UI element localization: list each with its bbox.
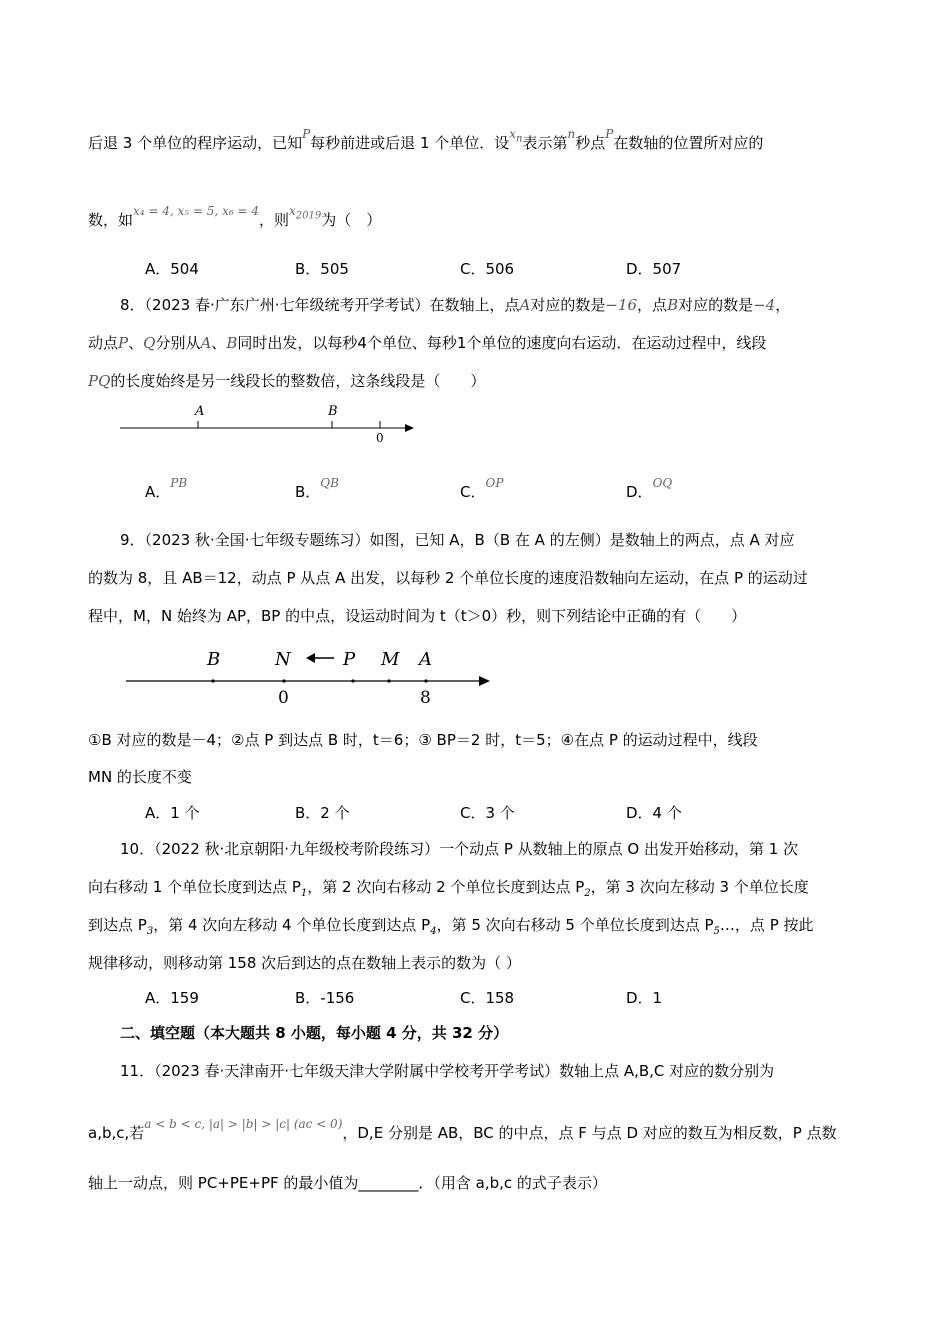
q10-line-4: 规律移动，则移动第 158 次后到达的点在数轴上表示的数为（ ）	[88, 954, 521, 972]
q9-line-2: 的数为 8，且 AB＝12，动点 P 从点 A 出发，以每秒 2 个单位长度的速度沿数轴向左运动，在点 P 的运动过	[88, 569, 808, 587]
q10-option-d: D．1	[626, 989, 663, 1007]
q11-line-2: a,b,c,若$^{a < b < c, |a| > |b| > |c| (ac < 0)}$，D,E 分别是 AB，BC 的中点，点 F 与点 D 对应的数互为相反数，P 点数	[88, 1117, 837, 1142]
q9-label-zero: 0	[278, 688, 289, 708]
q9-number-line-figure	[124, 645, 494, 708]
q9-point-p	[351, 679, 354, 682]
q8-axis-arrow	[405, 424, 414, 432]
q10-option-c: C．158	[460, 989, 515, 1007]
q8-label-a: A	[195, 404, 205, 419]
q9-arrow-left-head	[306, 653, 315, 663]
q8-option-a: A．$^{PB}$	[145, 476, 188, 501]
q8-option-b: B．$^{QB}$	[295, 476, 339, 501]
q8-label-b: B	[328, 404, 338, 419]
q9-option-b: B．2 个	[295, 804, 350, 822]
q9-statements-1: ①B 对应的数是－4；②点 P 到达点 B 时，t＝6；③ BP＝2 时，t＝5；④在点 P 的运动过程中，线段	[88, 731, 758, 749]
q8-number-line-figure	[118, 398, 418, 448]
q10-option-b: B．-156	[295, 989, 355, 1007]
q9-line-3: 程中，M，N 始终为 AP，BP 的中点，设运动时间为 t（t＞0）秒，则下列结论中正确的有（ ）	[88, 607, 747, 625]
q10-line-2: 向右移动 1 个单位长度到达点 $P_1$，第 2 次向右移动 2 个单位长度到达点 $P_2$，第 3 次向左移动 3 个单位长度	[88, 878, 809, 899]
q10-option-a: A．159	[145, 989, 199, 1007]
q9-line-1: 9．（2023 秋·全国·七年级专题练习）如图，已知 A，B（B 在 A 的左侧）是数轴上的两点，点 A 对应	[120, 531, 795, 549]
q8-label-zero: 0	[376, 431, 384, 445]
q9-option-c: C．3 个	[460, 804, 515, 822]
q9-option-d: D．4 个	[626, 804, 682, 822]
q7-option-b: B．505	[295, 260, 349, 278]
q9-label-m: M	[381, 649, 400, 670]
q11-line-1: 11．（2023 春·天津南开·七年级天津大学附属中学校考开学考试）数轴上点 A,B,C 对应的数分别为	[120, 1062, 775, 1080]
q9-label-eight: 8	[420, 688, 431, 708]
q7-option-d: D．507	[626, 260, 682, 278]
q11-line-3: 轴上一动点，则 PC+PE+PF 的最小值为________．（用含 a,b,c 的式子表示）	[88, 1174, 607, 1192]
section-2-heading: 二、填空题（本大题共 8 小题，每小题 4 分，共 32 分）	[120, 1024, 509, 1042]
q8-line-3: PQ的长度始终是另一线段长的整数倍，这条线段是（ ）	[88, 372, 486, 390]
q9-point-b	[211, 679, 214, 682]
q9-point-zero	[282, 679, 285, 682]
q10-line-1: 10．（2022 秋·北京朝阳·九年级校考阶段练习）一个动点 P 从数轴上的原点 O 出发开始移动，第 1 次	[120, 840, 799, 858]
q9-statements-2: MN 的长度不变	[88, 768, 192, 786]
q9-label-b: B	[207, 649, 221, 670]
q7-line-2: 数，如$^{x_4 = 4, x_5 = 5, x_6 = 4}$，则$^{x_{2019}}$为（ ）	[88, 204, 382, 229]
q8-option-d: D．$^{OQ}$	[626, 476, 673, 501]
q9-option-a: A．1 个	[145, 804, 200, 822]
q11-formula: a < b < c, |a| > |b| > |c| (ac < 0)	[144, 1117, 343, 1131]
q9-label-n: N	[275, 649, 291, 670]
q8-line-2: 动点P、Q分别从A、B同时出发，以每秒4个单位、每秒1个单位的速度向右运动．在运动过程中，线段	[88, 334, 767, 352]
q10-line-3: 到达点 $P_3$，第 4 次向左移动 4 个单位长度到达点 $P_4$，第 5 次向右移动 5 个单位长度到达点 $P_5\dots$，点 P 按此	[88, 916, 814, 937]
q9-point-m	[387, 679, 390, 682]
q7-formula: x₄ = 4, x₅ = 5, x₆ = 4	[133, 204, 259, 218]
q8-option-c: C．$^{OP}$	[460, 476, 504, 501]
q9-label-p: P	[343, 649, 356, 670]
q7-option-c: C．506	[460, 260, 515, 278]
q7-option-a: A．504	[145, 260, 199, 278]
q9-point-a	[424, 679, 427, 682]
q7-line-1: 后退 3 个单位的程序运动，已知$^P$每秒前进或后退 1 个单位．设$^{x_n}$表示第$^n$秒点$^P$在数轴的位置所对应的	[88, 127, 764, 152]
q8-line-1: 8．（2023 春·广东广州·七年级统考开学考试）在数轴上，点A对应的数是−16，点B对应的数是−4，	[120, 296, 791, 314]
q9-label-a: A	[419, 649, 432, 670]
q9-axis-arrow	[479, 676, 490, 686]
